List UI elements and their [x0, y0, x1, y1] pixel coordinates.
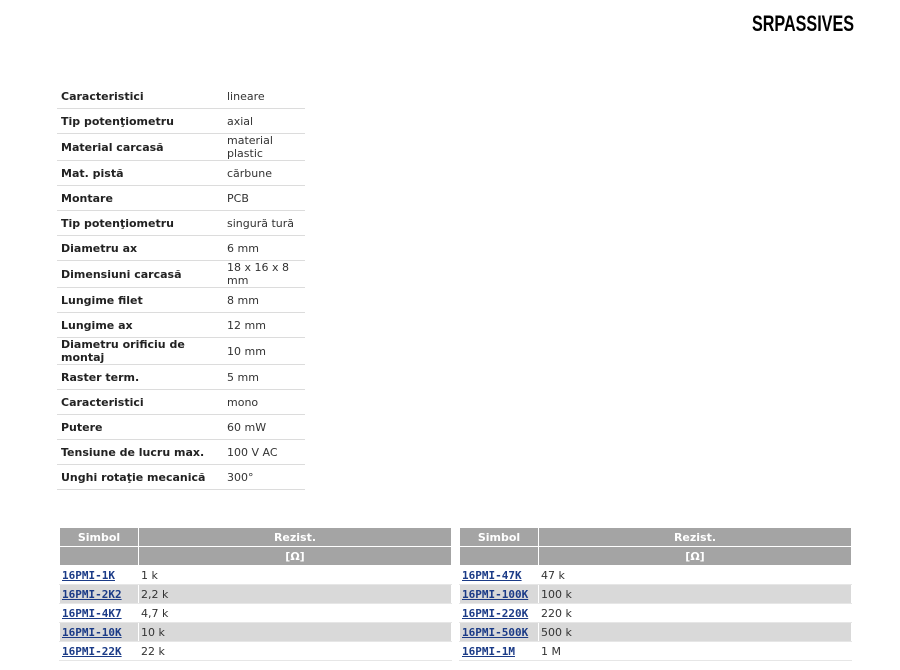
spec-label: Diametru orificiu de montaj: [57, 338, 223, 365]
product-symbol-cell: [60, 566, 139, 585]
product-symbol-cell: [460, 585, 539, 604]
symbol-header: Simbol: [460, 528, 539, 547]
product-row: [60, 623, 452, 642]
spec-value: singură tură: [223, 211, 305, 236]
product-symbol-cell: [60, 604, 139, 623]
symbol-unit-header: [60, 547, 139, 566]
spec-row: [57, 440, 305, 465]
product-resistance: 220 k: [539, 604, 852, 623]
product-resistance: 500 k: [539, 623, 852, 642]
product-symbol-link[interactable]: 16PMI-2K2: [62, 587, 122, 601]
spec-value: lineare: [223, 84, 305, 109]
spec-label: Montare: [57, 186, 223, 211]
spec-label: Lungime ax: [57, 313, 223, 338]
product-row: [460, 623, 852, 642]
spec-row: [57, 365, 305, 390]
product-row: [60, 566, 452, 585]
product-resistance: 2,2 k: [139, 585, 452, 604]
spec-value: 18 x 16 x 8 mm: [223, 261, 305, 288]
product-resistance: 22 k: [139, 642, 452, 661]
spec-value: mono: [223, 390, 305, 415]
spec-row: [57, 161, 305, 186]
product-symbol-link[interactable]: 16PMI-22K: [62, 644, 122, 658]
product-symbol-link[interactable]: 16PMI-47K: [462, 568, 522, 582]
spec-row: [57, 134, 305, 161]
product-row: [460, 585, 852, 604]
product-symbol-cell: [60, 642, 139, 661]
spec-label: Tip potenţiometru: [57, 211, 223, 236]
product-symbol-link[interactable]: 16PMI-10K: [62, 625, 122, 639]
product-row: [460, 566, 852, 585]
spec-value: 300°: [223, 465, 305, 490]
svg-text:SRPASSIVES: SRPASSIVES: [752, 11, 854, 36]
specifications-table: [57, 84, 305, 490]
resistance-unit-header: [Ω]: [139, 547, 452, 566]
products-table-left: [59, 527, 452, 661]
product-symbol-cell: [460, 642, 539, 661]
products-table-right: [459, 527, 852, 661]
spec-label: Putere: [57, 415, 223, 440]
spec-label: Dimensiuni carcasă: [57, 261, 223, 288]
spec-row: [57, 261, 305, 288]
product-symbol-link[interactable]: 16PMI-4K7: [62, 606, 122, 620]
symbol-unit-header: [460, 547, 539, 566]
spec-value: PCB: [223, 186, 305, 211]
spec-value: 5 mm: [223, 365, 305, 390]
product-row: [460, 642, 852, 661]
spec-row: [57, 465, 305, 490]
spec-label: Tensiune de lucru max.: [57, 440, 223, 465]
spec-row: [57, 415, 305, 440]
resistance-unit-header: [Ω]: [539, 547, 852, 566]
product-symbol-link[interactable]: 16PMI-1M: [462, 644, 515, 658]
spec-row: [57, 338, 305, 365]
product-resistance: 1 k: [139, 566, 452, 585]
spec-label: Tip potenţiometru: [57, 109, 223, 134]
spec-label: Unghi rotaţie mecanică: [57, 465, 223, 490]
product-symbol-cell: [460, 623, 539, 642]
spec-value: material plastic: [223, 134, 305, 161]
product-resistance: 100 k: [539, 585, 852, 604]
spec-label: Lungime filet: [57, 288, 223, 313]
product-symbol-cell: [460, 604, 539, 623]
product-symbol-cell: [60, 585, 139, 604]
spec-label: Caracteristici: [57, 84, 223, 109]
spec-value: 8 mm: [223, 288, 305, 313]
spec-label: Raster term.: [57, 365, 223, 390]
product-symbol-cell: [460, 566, 539, 585]
product-symbol-link[interactable]: 16PMI-500K: [462, 625, 529, 639]
spec-row: [57, 390, 305, 415]
product-symbol-cell: [60, 623, 139, 642]
product-resistance: 1 M: [539, 642, 852, 661]
resistance-header: Rezist.: [539, 528, 852, 547]
spec-value: 60 mW: [223, 415, 305, 440]
product-resistance: 47 k: [539, 566, 852, 585]
product-symbol-link[interactable]: 16PMI-220K: [462, 606, 529, 620]
srpassives-logo: [752, 8, 856, 38]
spec-value: 12 mm: [223, 313, 305, 338]
product-row: [60, 642, 452, 661]
product-symbol-link[interactable]: 16PMI-100K: [462, 587, 529, 601]
product-symbol-link[interactable]: 16PMI-1K: [62, 568, 115, 582]
product-row: [60, 585, 452, 604]
product-resistance: 10 k: [139, 623, 452, 642]
spec-row: [57, 84, 305, 109]
spec-label: Mat. pistă: [57, 161, 223, 186]
spec-row: [57, 313, 305, 338]
spec-value: axial: [223, 109, 305, 134]
spec-row: [57, 109, 305, 134]
spec-value: cărbune: [223, 161, 305, 186]
spec-label: Caracteristici: [57, 390, 223, 415]
spec-row: [57, 186, 305, 211]
spec-value: 100 V AC: [223, 440, 305, 465]
product-resistance: 4,7 k: [139, 604, 452, 623]
symbol-header: Simbol: [60, 528, 139, 547]
spec-row: [57, 236, 305, 261]
spec-label: Diametru ax: [57, 236, 223, 261]
resistance-header: Rezist.: [139, 528, 452, 547]
spec-value: 6 mm: [223, 236, 305, 261]
spec-row: [57, 211, 305, 236]
product-row: [60, 604, 452, 623]
product-row: [460, 604, 852, 623]
spec-value: 10 mm: [223, 338, 305, 365]
spec-row: [57, 288, 305, 313]
spec-label: Material carcasă: [57, 134, 223, 161]
